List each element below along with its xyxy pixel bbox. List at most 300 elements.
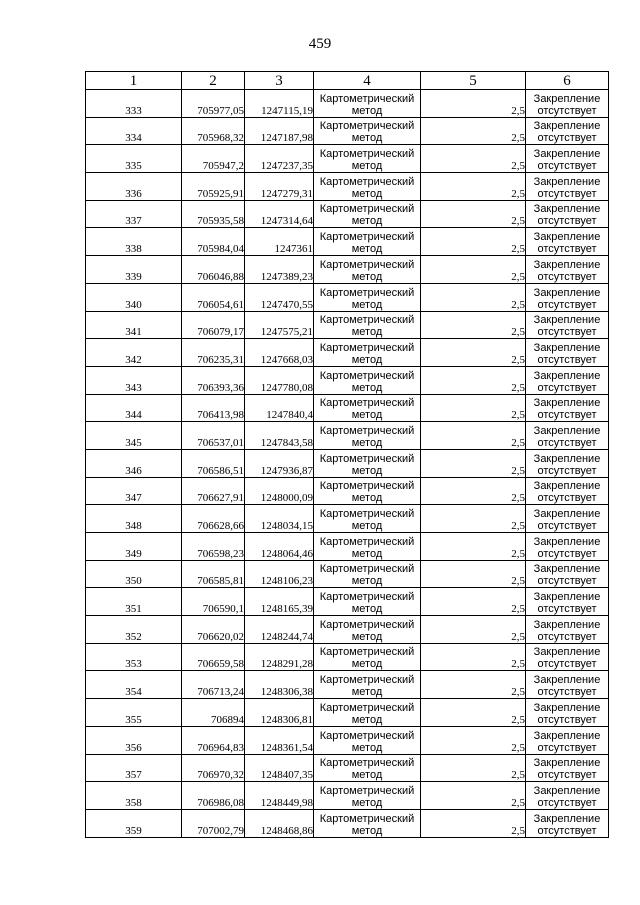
method-line-1: Картометрический (319, 757, 415, 770)
point-number: 354 (86, 671, 182, 699)
fixing-line-2: отсутствует (537, 132, 597, 145)
table-row (86, 366, 609, 394)
method-line-2: метод (351, 464, 383, 477)
point-number: 334 (86, 117, 182, 145)
y-coordinate: 1247780,08 (245, 366, 314, 394)
method-line-1: Картометрический (319, 286, 415, 299)
fixing-line-2: отсутствует (537, 547, 597, 560)
fixing-line-1: Закрепление (533, 120, 601, 133)
method-cell (314, 256, 421, 284)
method-line-1: Картометрический (319, 480, 415, 493)
fixing-line-2: отсутствует (537, 769, 597, 782)
method-cell (314, 449, 421, 477)
point-number: 350 (86, 560, 182, 588)
y-coordinate: 1248407,35 (245, 754, 314, 782)
point-number: 333 (86, 90, 182, 118)
accuracy-value: 2,5 (421, 671, 526, 699)
y-coordinate: 1248468,86 (245, 809, 314, 837)
method-line-2: метод (351, 409, 383, 422)
method-cell (314, 200, 421, 228)
x-coordinate: 706393,36 (182, 366, 245, 394)
method-cell (314, 311, 421, 339)
accuracy-value: 2,5 (421, 90, 526, 118)
method-line-1: Картометрический (319, 646, 415, 659)
fixing-line-1: Закрепление (533, 203, 601, 216)
y-coordinate: 1247187,98 (245, 117, 314, 145)
table-row (86, 533, 609, 561)
table-row (86, 588, 609, 616)
fixing-line-2: отсутствует (537, 464, 597, 477)
fixing-line-1: Закрепление (533, 452, 601, 465)
column-header-1: 1 (86, 72, 182, 90)
method-line-2: метод (351, 270, 383, 283)
fixing-line-2: отсутствует (537, 243, 597, 256)
point-number: 335 (86, 145, 182, 173)
fixing-line-1: Закрепление (533, 175, 601, 188)
table-row (86, 117, 609, 145)
fixing-cell (526, 311, 609, 339)
accuracy-value: 2,5 (421, 699, 526, 727)
y-coordinate: 1248244,74 (245, 616, 314, 644)
table-row (86, 311, 609, 339)
point-number: 338 (86, 228, 182, 256)
y-coordinate: 1247314,64 (245, 200, 314, 228)
method-line-1: Картометрический (319, 369, 415, 382)
method-line-2: метод (351, 298, 383, 311)
method-cell (314, 754, 421, 782)
method-line-2: метод (351, 630, 383, 643)
fixing-line-1: Закрепление (533, 341, 601, 354)
x-coordinate: 706627,91 (182, 477, 245, 505)
method-line-2: метод (351, 824, 383, 837)
fixing-line-2: отсутствует (537, 381, 597, 394)
point-number: 347 (86, 477, 182, 505)
fixing-line-2: отсутствует (537, 409, 597, 422)
method-cell (314, 394, 421, 422)
point-number: 352 (86, 616, 182, 644)
accuracy-value: 2,5 (421, 809, 526, 837)
fixing-cell (526, 449, 609, 477)
method-line-2: метод (351, 713, 383, 726)
fixing-line-1: Закрепление (533, 591, 601, 604)
method-line-2: метод (351, 381, 383, 394)
method-line-1: Картометрический (319, 341, 415, 354)
fixing-cell (526, 643, 609, 671)
point-number: 339 (86, 256, 182, 284)
fixing-cell (526, 117, 609, 145)
fixing-line-1: Закрепление (533, 397, 601, 410)
fixing-cell (526, 671, 609, 699)
method-line-1: Картометрический (319, 729, 415, 742)
x-coordinate: 706046,88 (182, 256, 245, 284)
table-row (86, 90, 609, 118)
y-coordinate: 1247843,58 (245, 422, 314, 450)
fixing-line-2: отсутствует (537, 824, 597, 837)
fixing-line-1: Закрепление (533, 92, 601, 105)
y-coordinate: 1247668,03 (245, 339, 314, 367)
accuracy-value: 2,5 (421, 256, 526, 284)
x-coordinate: 706598,23 (182, 533, 245, 561)
y-coordinate: 1247115,19 (245, 90, 314, 118)
point-number: 357 (86, 754, 182, 782)
fixing-line-2: отсутствует (537, 436, 597, 449)
table-row (86, 699, 609, 727)
table-row (86, 782, 609, 810)
method-line-1: Картометрический (319, 175, 415, 188)
fixing-cell (526, 422, 609, 450)
fixing-line-2: отсутствует (537, 215, 597, 228)
method-line-1: Картометрический (319, 120, 415, 133)
accuracy-value: 2,5 (421, 394, 526, 422)
fixing-line-1: Закрепление (533, 424, 601, 437)
x-coordinate: 705947,2 (182, 145, 245, 173)
x-coordinate: 705935,58 (182, 200, 245, 228)
fixing-cell (526, 283, 609, 311)
x-coordinate: 706590,1 (182, 588, 245, 616)
x-coordinate: 706894 (182, 699, 245, 727)
fixing-line-2: отсутствует (537, 630, 597, 643)
fixing-line-1: Закрепление (533, 784, 601, 797)
fixing-line-1: Закрепление (533, 480, 601, 493)
table-header-row (86, 72, 609, 90)
y-coordinate: 1248449,98 (245, 782, 314, 810)
accuracy-value: 2,5 (421, 643, 526, 671)
table-row (86, 145, 609, 173)
point-number: 343 (86, 366, 182, 394)
fixing-line-2: отсутствует (537, 160, 597, 173)
method-line-2: метод (351, 603, 383, 616)
accuracy-value: 2,5 (421, 339, 526, 367)
table-row (86, 477, 609, 505)
method-line-2: метод (351, 353, 383, 366)
fixing-line-1: Закрепление (533, 812, 601, 825)
method-line-2: метод (351, 492, 383, 505)
y-coordinate: 1248034,15 (245, 505, 314, 533)
fixing-line-2: отсутствует (537, 104, 597, 117)
method-cell (314, 228, 421, 256)
method-line-2: метод (351, 769, 383, 782)
table-row (86, 726, 609, 754)
method-cell (314, 616, 421, 644)
fixing-cell (526, 256, 609, 284)
method-cell (314, 505, 421, 533)
accuracy-value: 2,5 (421, 311, 526, 339)
method-cell (314, 339, 421, 367)
method-cell (314, 283, 421, 311)
fixing-cell (526, 90, 609, 118)
point-number: 340 (86, 283, 182, 311)
table-row (86, 643, 609, 671)
fixing-line-1: Закрепление (533, 563, 601, 576)
method-cell (314, 477, 421, 505)
method-line-1: Картометрический (319, 203, 415, 216)
accuracy-value: 2,5 (421, 200, 526, 228)
fixing-cell (526, 782, 609, 810)
method-line-1: Картометрический (319, 231, 415, 244)
method-cell (314, 560, 421, 588)
fixing-line-1: Закрепление (533, 231, 601, 244)
fixing-line-2: отсутствует (537, 796, 597, 809)
point-number: 342 (86, 339, 182, 367)
fixing-cell (526, 200, 609, 228)
accuracy-value: 2,5 (421, 477, 526, 505)
method-cell (314, 366, 421, 394)
method-line-1: Картометрический (319, 591, 415, 604)
y-coordinate: 1248306,38 (245, 671, 314, 699)
table-row (86, 560, 609, 588)
method-line-2: метод (351, 658, 383, 671)
x-coordinate: 706079,17 (182, 311, 245, 339)
x-coordinate: 705925,91 (182, 173, 245, 201)
point-number: 336 (86, 173, 182, 201)
fixing-line-2: отсутствует (537, 658, 597, 671)
point-number: 349 (86, 533, 182, 561)
method-line-2: метод (351, 132, 383, 145)
point-number: 348 (86, 505, 182, 533)
fixing-line-2: отсутствует (537, 520, 597, 532)
fixing-cell (526, 560, 609, 588)
method-cell (314, 782, 421, 810)
fixing-cell (526, 145, 609, 173)
point-number: 337 (86, 200, 182, 228)
table-row (86, 228, 609, 256)
fixing-cell (526, 754, 609, 782)
table-row (86, 616, 609, 644)
table-row (86, 671, 609, 699)
x-coordinate: 706054,61 (182, 283, 245, 311)
fixing-cell (526, 228, 609, 256)
table-row (86, 283, 609, 311)
y-coordinate: 1247279,31 (245, 173, 314, 201)
fixing-line-2: отсутствует (537, 603, 597, 616)
table-row (86, 394, 609, 422)
method-cell (314, 117, 421, 145)
fixing-line-2: отсутствует (537, 326, 597, 339)
method-line-2: метод (351, 520, 383, 532)
x-coordinate: 707002,79 (182, 809, 245, 837)
accuracy-value: 2,5 (421, 283, 526, 311)
accuracy-value: 2,5 (421, 616, 526, 644)
column-header-5: 5 (421, 72, 526, 90)
y-coordinate: 1248361,54 (245, 726, 314, 754)
method-cell (314, 726, 421, 754)
method-cell (314, 588, 421, 616)
fixing-line-1: Закрепление (533, 701, 601, 714)
y-coordinate: 1248106,23 (245, 560, 314, 588)
point-number: 356 (86, 726, 182, 754)
method-line-1: Картометрический (319, 784, 415, 797)
method-line-2: метод (351, 575, 383, 588)
accuracy-value: 2,5 (421, 726, 526, 754)
fixing-line-1: Закрепление (533, 729, 601, 742)
point-number: 351 (86, 588, 182, 616)
method-cell (314, 671, 421, 699)
y-coordinate: 1247575,21 (245, 311, 314, 339)
method-line-1: Картометрический (319, 812, 415, 825)
method-line-1: Картометрический (319, 314, 415, 327)
table-row (86, 505, 609, 533)
coordinates-table (85, 71, 609, 838)
fixing-line-1: Закрепление (533, 508, 601, 520)
fixing-cell (526, 588, 609, 616)
fixing-line-1: Закрепление (533, 314, 601, 327)
fixing-cell (526, 533, 609, 561)
method-cell (314, 90, 421, 118)
y-coordinate: 1248000,09 (245, 477, 314, 505)
fixing-cell (526, 699, 609, 727)
point-number: 359 (86, 809, 182, 837)
point-number: 341 (86, 311, 182, 339)
fixing-line-2: отсутствует (537, 492, 597, 505)
fixing-line-1: Закрепление (533, 148, 601, 161)
fixing-line-2: отсутствует (537, 187, 597, 200)
method-line-2: метод (351, 160, 383, 173)
method-cell (314, 145, 421, 173)
y-coordinate: 1247936,87 (245, 449, 314, 477)
method-line-1: Картометрический (319, 535, 415, 548)
x-coordinate: 706413,98 (182, 394, 245, 422)
y-coordinate: 1247389,23 (245, 256, 314, 284)
method-line-2: метод (351, 741, 383, 754)
y-coordinate: 1247237,35 (245, 145, 314, 173)
table-row (86, 339, 609, 367)
fixing-cell (526, 394, 609, 422)
x-coordinate: 706970,32 (182, 754, 245, 782)
table-row (86, 449, 609, 477)
fixing-line-1: Закрепление (533, 618, 601, 631)
method-cell (314, 533, 421, 561)
fixing-cell (526, 616, 609, 644)
accuracy-value: 2,5 (421, 422, 526, 450)
accuracy-value: 2,5 (421, 173, 526, 201)
x-coordinate: 706964,83 (182, 726, 245, 754)
fixing-line-2: отсутствует (537, 353, 597, 366)
fixing-line-1: Закрепление (533, 535, 601, 548)
method-line-2: метод (351, 215, 383, 228)
accuracy-value: 2,5 (421, 228, 526, 256)
x-coordinate: 706537,01 (182, 422, 245, 450)
method-line-1: Картометрический (319, 258, 415, 271)
accuracy-value: 2,5 (421, 145, 526, 173)
fixing-cell (526, 809, 609, 837)
fixing-line-2: отсутствует (537, 741, 597, 754)
method-line-1: Картометрический (319, 508, 415, 520)
fixing-line-1: Закрепление (533, 258, 601, 271)
fixing-cell (526, 505, 609, 533)
method-line-2: метод (351, 436, 383, 449)
fixing-line-2: отсутствует (537, 713, 597, 726)
method-line-1: Картометрический (319, 618, 415, 631)
accuracy-value: 2,5 (421, 449, 526, 477)
table-row (86, 809, 609, 837)
fixing-line-1: Закрепление (533, 286, 601, 299)
fixing-line-1: Закрепление (533, 757, 601, 770)
method-line-1: Картометрический (319, 701, 415, 714)
method-line-2: метод (351, 686, 383, 699)
method-cell (314, 173, 421, 201)
fixing-cell (526, 339, 609, 367)
y-coordinate: 1248064,46 (245, 533, 314, 561)
accuracy-value: 2,5 (421, 588, 526, 616)
x-coordinate: 705968,32 (182, 117, 245, 145)
x-coordinate: 706713,24 (182, 671, 245, 699)
fixing-line-2: отсутствует (537, 298, 597, 311)
method-line-1: Картометрический (319, 674, 415, 687)
method-cell (314, 699, 421, 727)
y-coordinate: 1247840,4 (245, 394, 314, 422)
column-header-3: 3 (245, 72, 314, 90)
fixing-line-2: отсутствует (537, 575, 597, 588)
x-coordinate: 706986,08 (182, 782, 245, 810)
accuracy-value: 2,5 (421, 533, 526, 561)
method-line-2: метод (351, 187, 383, 200)
accuracy-value: 2,5 (421, 117, 526, 145)
method-line-2: метод (351, 243, 383, 256)
fixing-line-1: Закрепление (533, 646, 601, 659)
y-coordinate: 1248291,28 (245, 643, 314, 671)
y-coordinate: 1248306,81 (245, 699, 314, 727)
method-cell (314, 422, 421, 450)
point-number: 355 (86, 699, 182, 727)
method-cell (314, 809, 421, 837)
table-row (86, 200, 609, 228)
y-coordinate: 1247361 (245, 228, 314, 256)
table-row (86, 173, 609, 201)
point-number: 358 (86, 782, 182, 810)
accuracy-value: 2,5 (421, 754, 526, 782)
column-header-6: 6 (526, 72, 609, 90)
page-number: 459 (308, 36, 332, 52)
fixing-line-1: Закрепление (533, 674, 601, 687)
x-coordinate: 705984,04 (182, 228, 245, 256)
column-header-4: 4 (314, 72, 421, 90)
fixing-line-2: отсутствует (537, 686, 597, 699)
method-cell (314, 643, 421, 671)
accuracy-value: 2,5 (421, 782, 526, 810)
x-coordinate: 705977,05 (182, 90, 245, 118)
point-number: 346 (86, 449, 182, 477)
method-line-2: метод (351, 326, 383, 339)
method-line-2: метод (351, 104, 383, 117)
fixing-line-2: отсутствует (537, 270, 597, 283)
method-line-1: Картометрический (319, 397, 415, 410)
fixing-line-1: Закрепление (533, 369, 601, 382)
method-line-2: метод (351, 547, 383, 560)
accuracy-value: 2,5 (421, 560, 526, 588)
method-line-1: Картометрический (319, 563, 415, 576)
fixing-cell (526, 726, 609, 754)
table-row (86, 422, 609, 450)
x-coordinate: 706585,81 (182, 560, 245, 588)
method-line-2: метод (351, 796, 383, 809)
table-row (86, 754, 609, 782)
point-number: 353 (86, 643, 182, 671)
x-coordinate: 706620,02 (182, 616, 245, 644)
method-line-1: Картометрический (319, 92, 415, 105)
x-coordinate: 706235,31 (182, 339, 245, 367)
y-coordinate: 1248165,39 (245, 588, 314, 616)
x-coordinate: 706586,51 (182, 449, 245, 477)
fixing-cell (526, 477, 609, 505)
x-coordinate: 706659,58 (182, 643, 245, 671)
x-coordinate: 706628,66 (182, 505, 245, 533)
column-header-2: 2 (182, 72, 245, 90)
method-line-1: Картометрический (319, 424, 415, 437)
accuracy-value: 2,5 (421, 366, 526, 394)
method-line-1: Картометрический (319, 148, 415, 161)
fixing-cell (526, 173, 609, 201)
method-line-1: Картометрический (319, 452, 415, 465)
